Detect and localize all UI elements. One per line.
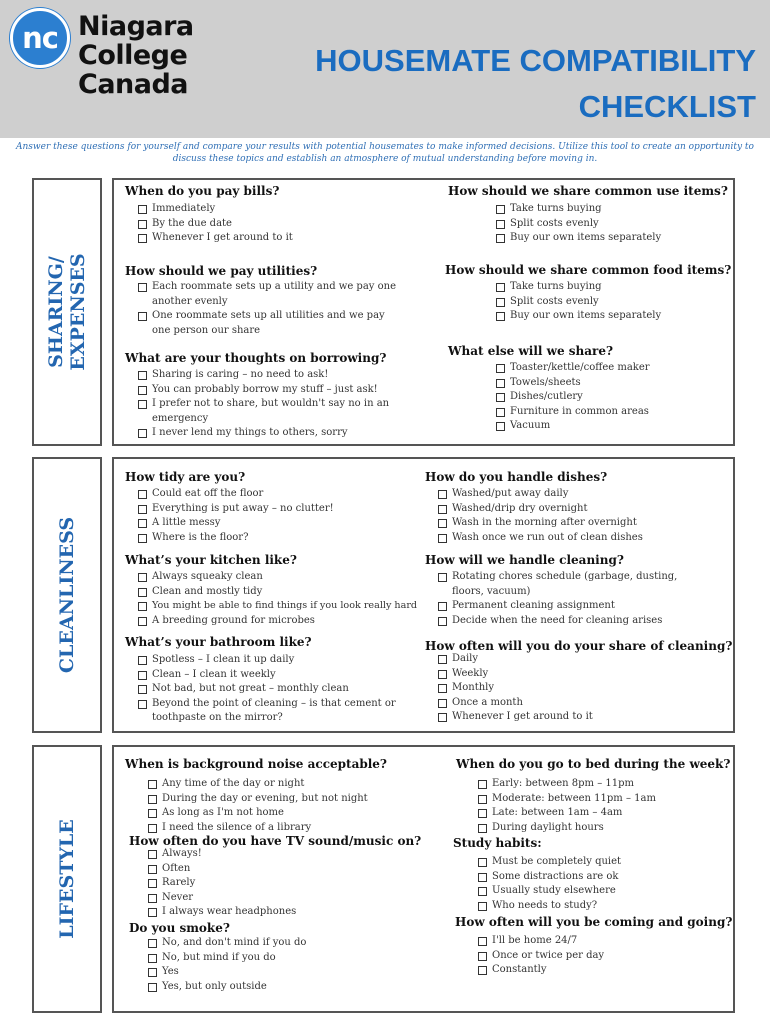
question-title: How will we handle cleaning? <box>425 553 624 567</box>
checkbox-option[interactable]: I prefer not to share, but wouldn't say no in an emergency <box>136 397 406 426</box>
college-name-line2: College <box>78 40 188 71</box>
checkbox-option[interactable]: Beyond the point of cleaning – is that cement or toothpaste on the mirror? <box>136 697 406 726</box>
checkbox-option[interactable]: A breeding ground for microbes <box>136 614 436 629</box>
checkbox-option[interactable]: Whenever I get around to it <box>136 231 426 246</box>
section-panel-sharing <box>112 178 735 446</box>
college-name-line1: Niagara <box>78 11 194 42</box>
checkbox-option[interactable]: Could eat off the floor <box>136 487 426 502</box>
option-list <box>146 777 416 835</box>
section-label-cleanliness <box>32 457 102 733</box>
option-list <box>494 202 724 246</box>
college-name <box>78 12 194 99</box>
checkbox-option[interactable]: Split costs evenly <box>494 295 724 310</box>
checkbox-option[interactable]: Once or twice per day <box>476 949 726 964</box>
option-list <box>136 280 406 338</box>
checkbox-option[interactable]: By the due date <box>136 217 426 232</box>
checkbox-option[interactable]: Moderate: between 11pm – 1am <box>476 792 726 807</box>
checkbox-option[interactable]: Split costs evenly <box>494 217 724 232</box>
option-list <box>146 936 416 994</box>
checkbox-option[interactable]: I never lend my things to others, sorry <box>136 426 406 441</box>
checkbox-option[interactable]: A little messy <box>136 516 426 531</box>
checkbox-option[interactable]: No, and don't mind if you do <box>146 936 416 951</box>
checkbox-option[interactable]: Washed/put away daily <box>436 487 726 502</box>
checkbox-option[interactable]: During daylight hours <box>476 821 726 836</box>
checkbox-option[interactable]: Once a month <box>436 696 716 711</box>
question-title: Study habits: <box>453 836 542 850</box>
option-list <box>494 280 724 324</box>
checkbox-option[interactable]: Washed/drip dry overnight <box>436 502 726 517</box>
page-title-line2: CHECKLIST <box>578 89 756 124</box>
checkbox-option[interactable]: Towels/sheets <box>494 376 724 391</box>
checkbox-option[interactable]: Immediately <box>136 202 426 217</box>
option-list <box>146 847 416 920</box>
question-title: When do you pay bills? <box>125 184 280 198</box>
option-list <box>476 855 726 913</box>
question-title: What are your thoughts on borrowing? <box>125 351 387 365</box>
question-title: How often will you be coming and going? <box>455 915 733 929</box>
option-list <box>476 777 726 835</box>
checkbox-option[interactable]: Take turns buying <box>494 202 724 217</box>
checkbox-option[interactable]: Constantly <box>476 963 726 978</box>
checkbox-option[interactable]: During the day or evening, but not night <box>146 792 416 807</box>
question-title: How should we pay utilities? <box>125 264 318 278</box>
checkbox-option[interactable]: Yes, but only outside <box>146 980 416 995</box>
checkbox-option[interactable]: Always squeaky clean <box>136 570 436 585</box>
checkbox-option[interactable]: Daily <box>436 652 716 667</box>
checkbox-option[interactable]: Always! <box>146 847 416 862</box>
lifestyle-label: LIFESTYLE <box>56 819 78 939</box>
option-list <box>436 652 716 725</box>
page-header <box>0 0 770 138</box>
option-list <box>136 653 406 726</box>
section-label-lifestyle <box>32 745 102 1013</box>
checkbox-option[interactable]: Decide when the need for cleaning arises <box>436 614 681 629</box>
checkbox-option[interactable]: You can probably borrow my stuff – just ask! <box>136 383 406 398</box>
checkbox-option[interactable]: Buy our own items separately <box>494 231 724 246</box>
question-title: How should we share common food items? <box>445 263 732 277</box>
checkbox-option[interactable]: Take turns buying <box>494 280 724 295</box>
checkbox-option[interactable]: Everything is put away – no clutter! <box>136 502 426 517</box>
question-title: When is background noise acceptable? <box>125 757 387 771</box>
checkbox-option[interactable]: Late: between 1am – 4am <box>476 806 726 821</box>
checkbox-option[interactable]: Each roommate sets up a utility and we pay one another evenly <box>136 280 406 309</box>
checkbox-option[interactable]: Buy our own items separately <box>494 309 724 324</box>
checkbox-option[interactable]: Clean and mostly tidy <box>136 585 436 600</box>
checkbox-option[interactable]: You might be able to find things if you look really hard <box>136 599 436 614</box>
section-label-sharing <box>32 178 102 446</box>
question-title: What’s your kitchen like? <box>125 553 297 567</box>
college-name-line3: Canada <box>78 69 189 100</box>
checkbox-option[interactable]: Yes <box>146 965 416 980</box>
checkbox-option[interactable]: I need the silence of a library <box>146 821 416 836</box>
option-list <box>436 487 726 545</box>
checkbox-option[interactable]: Usually study elsewhere <box>476 884 726 899</box>
page-title-line1: HOUSEMATE COMPATIBILITY <box>315 43 756 78</box>
question-title: Do you smoke? <box>129 921 230 935</box>
section-panel-cleanliness <box>112 457 735 733</box>
question-title: How often will you do your share of cleaning? <box>425 639 733 653</box>
checkbox-option[interactable]: Any time of the day or night <box>146 777 416 792</box>
checkbox-option[interactable]: Weekly <box>436 667 716 682</box>
checkbox-option[interactable]: As long as I'm not home <box>146 806 416 821</box>
checkbox-option[interactable]: Never <box>146 891 416 906</box>
checkbox-option[interactable]: Toaster/kettle/coffee maker <box>494 361 724 376</box>
question-title: When do you go to bed during the week? <box>456 757 731 771</box>
checkbox-option[interactable]: One roommate sets up all utilities and we pay one person our share <box>136 309 406 338</box>
question-title: How tidy are you? <box>125 470 246 484</box>
checkbox-option[interactable]: Sharing is caring – no need to ask! <box>136 368 406 383</box>
checkbox-option[interactable]: Wash once we run out of clean dishes <box>436 531 726 546</box>
question-title: What’s your bathroom like? <box>125 635 312 649</box>
question-title: How do you handle dishes? <box>425 470 608 484</box>
option-list <box>476 934 726 978</box>
checkbox-option[interactable]: Permanent cleaning assignment <box>436 599 681 614</box>
checkbox-option[interactable]: Furniture in common areas <box>494 405 724 420</box>
checkbox-option[interactable]: Who needs to study? <box>476 899 726 914</box>
college-logo-icon: nc <box>10 8 70 68</box>
checkbox-option[interactable]: Some distractions are ok <box>476 870 726 885</box>
checkbox-option[interactable]: Often <box>146 862 416 877</box>
checkbox-option[interactable]: Vacuum <box>494 419 724 434</box>
checkbox-option[interactable]: Must be completely quiet <box>476 855 726 870</box>
sharing-label-line2: EXPENSES <box>67 253 89 371</box>
checkbox-option[interactable]: Early: between 8pm – 11pm <box>476 777 726 792</box>
sharing-label-line1: SHARING/ <box>45 256 67 368</box>
checkbox-option[interactable]: Spotless – I clean it up daily <box>136 653 406 668</box>
checkbox-option[interactable]: I'll be home 24/7 <box>476 934 726 949</box>
option-list <box>136 202 426 246</box>
checkbox-option[interactable]: Monthly <box>436 681 716 696</box>
checkbox-option[interactable]: Rotating chores schedule (garbage, dusting, floors, vacuum) <box>436 570 681 599</box>
intro-text: Answer these questions for yourself and compare your results with potential housemates to make informed decisions. Utilize this tool to create an opportunity to discuss these topics and establish an atmosphere of mutual understanding before moving in. <box>16 142 754 164</box>
question-title: How should we share common use items? <box>448 184 728 198</box>
cleanliness-label: CLEANLINESS <box>56 516 78 674</box>
option-list <box>136 487 426 545</box>
checkbox-option[interactable]: Rarely <box>146 876 416 891</box>
option-list <box>136 570 436 628</box>
option-list <box>136 368 406 441</box>
question-title: How often do you have TV sound/music on? <box>129 834 422 848</box>
checkbox-option[interactable]: Dishes/cutlery <box>494 390 724 405</box>
option-list <box>436 570 681 628</box>
checkbox-option[interactable]: Wash in the morning after overnight <box>436 516 726 531</box>
checkbox-option[interactable]: Not bad, but not great – monthly clean <box>136 682 406 697</box>
checkbox-option[interactable]: Where is the floor? <box>136 531 426 546</box>
checkbox-option[interactable]: Clean – I clean it weekly <box>136 668 406 683</box>
checkbox-option[interactable]: Whenever I get around to it <box>436 710 716 725</box>
checkbox-option[interactable]: No, but mind if you do <box>146 951 416 966</box>
option-list <box>494 361 724 434</box>
checkbox-option[interactable]: I always wear headphones <box>146 905 416 920</box>
question-title: What else will we share? <box>448 344 614 358</box>
page-title <box>315 38 756 130</box>
section-panel-lifestyle <box>112 745 735 1013</box>
